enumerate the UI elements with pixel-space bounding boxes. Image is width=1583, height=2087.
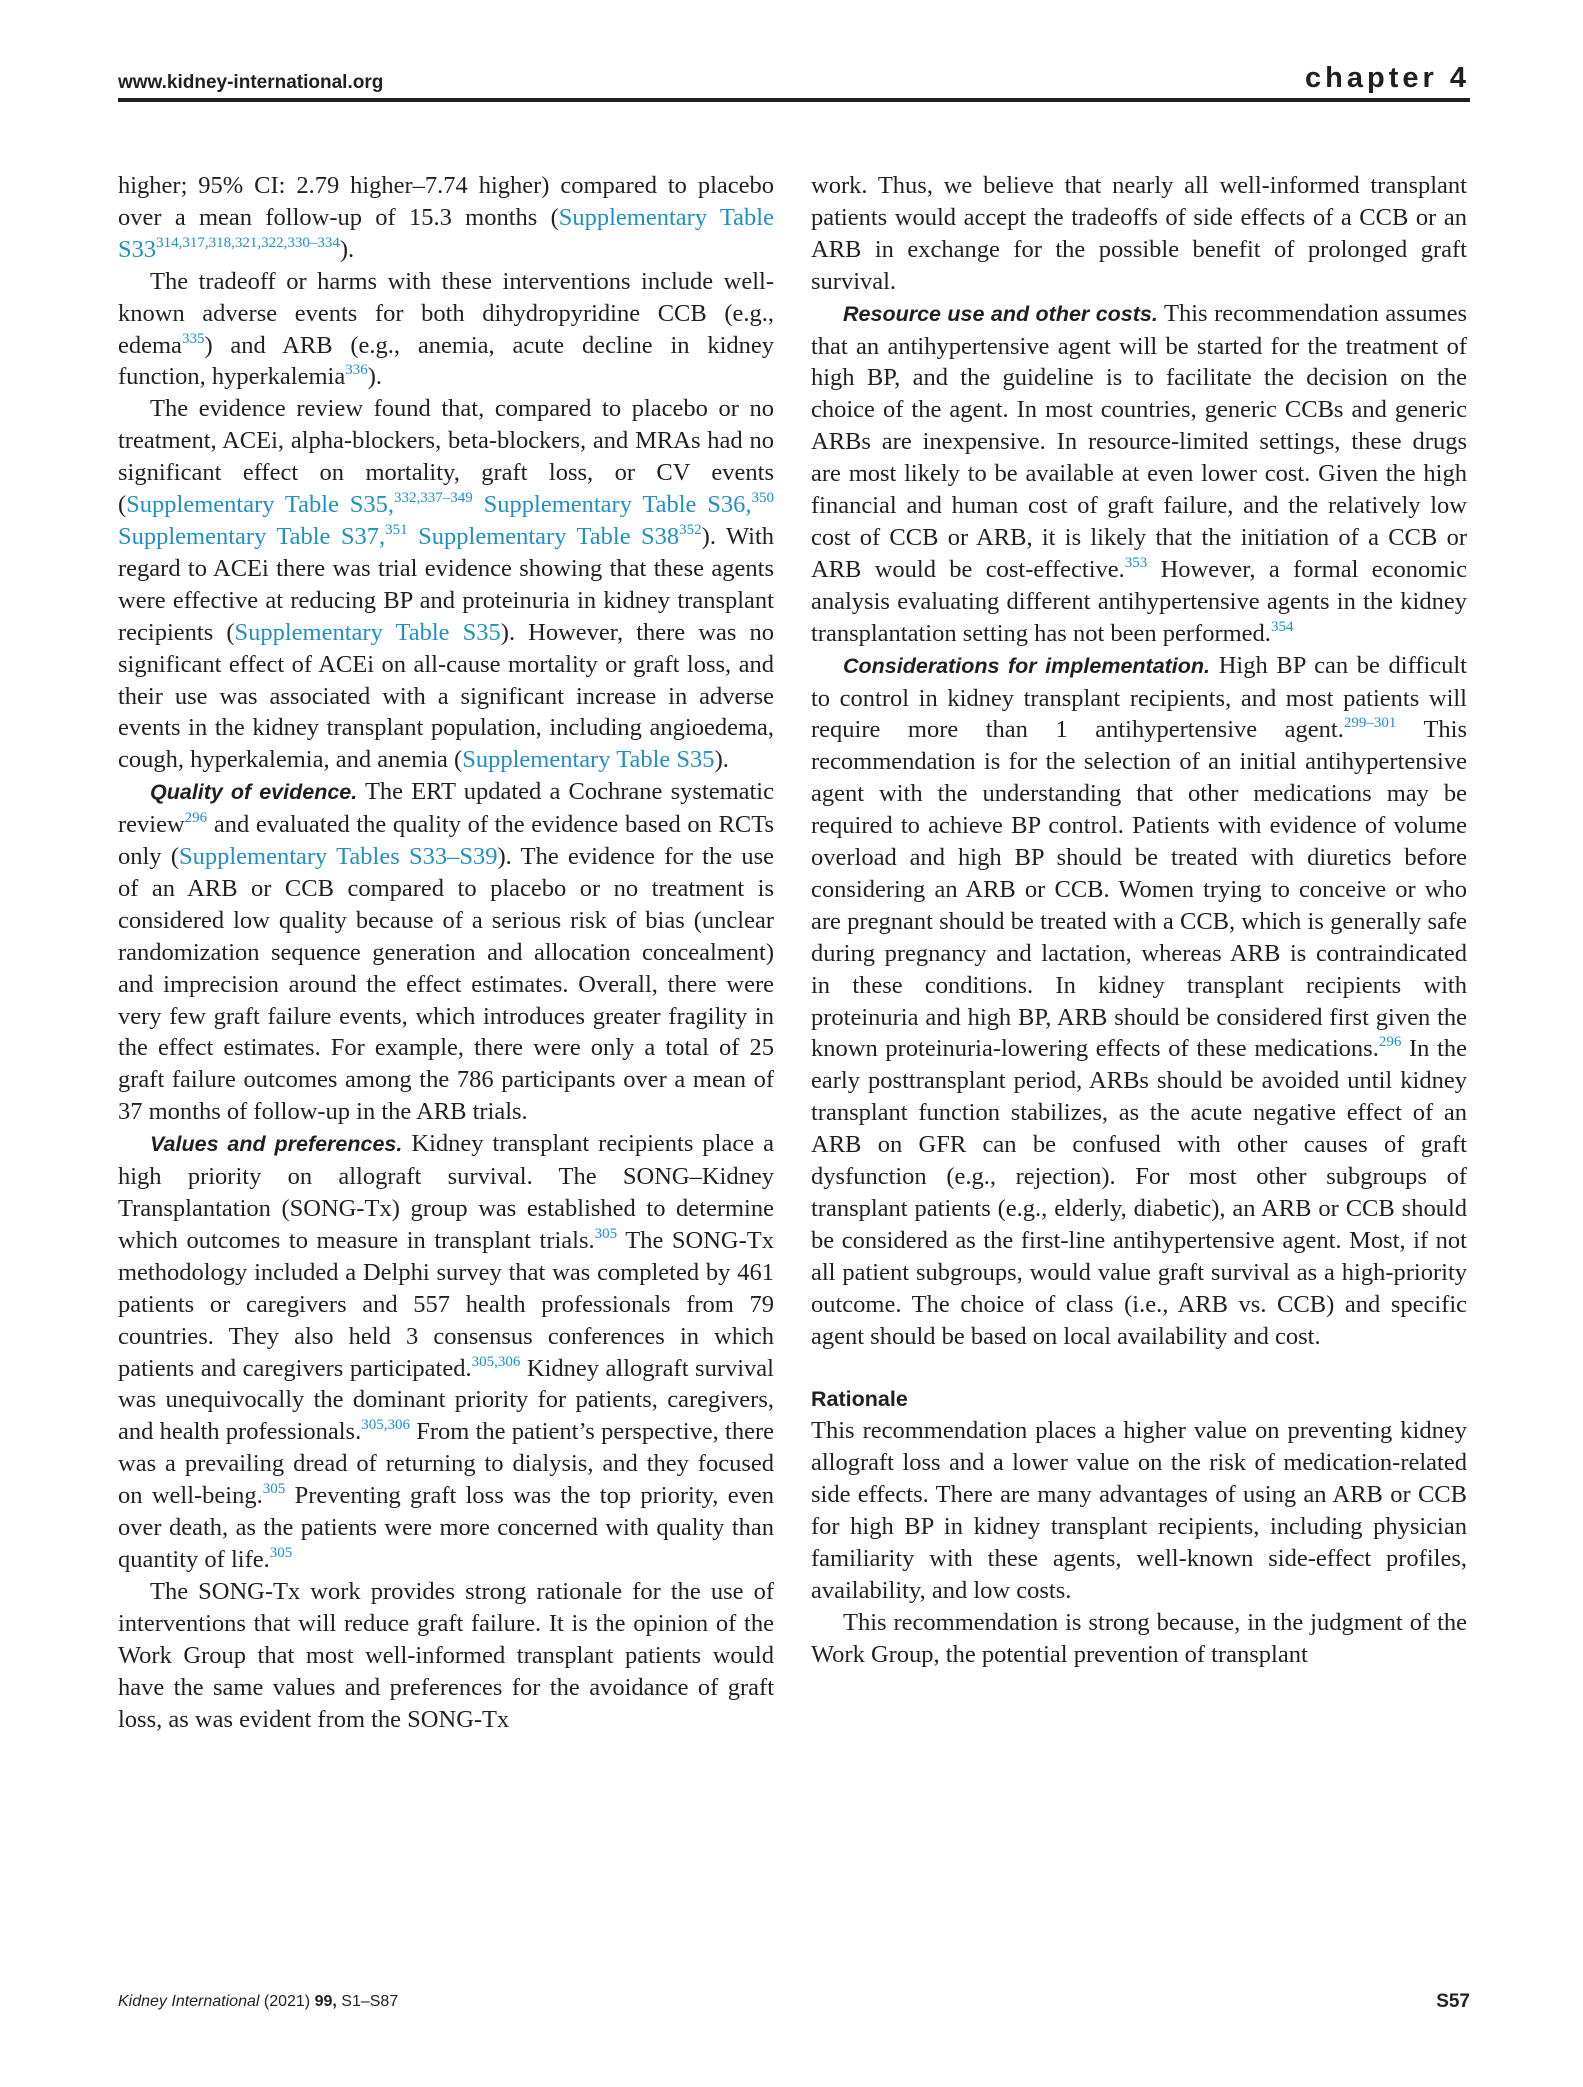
citation[interactable]: 350: [751, 490, 775, 507]
citation[interactable]: 352: [679, 521, 702, 538]
paragraph: [118, 266, 774, 394]
text: From the patient’s perspective, there was a prevailing dread of returning to dialysis, and they focused on well-being.: [118, 1418, 774, 1510]
text: The evidence review found that, compared to placebo or no treatment, ACEi, alpha-blockers, beta-blockers, and MRAs had no significant effect on mortality, graft loss, or CV events (: [118, 395, 774, 519]
text: ). With regard to ACEi there was trial evidence showing that these agents were effective at reducing BP and proteinuria in kidney transplant recipients (: [118, 522, 774, 646]
citation[interactable]: 305: [594, 1225, 618, 1242]
right-column: [811, 170, 1467, 1671]
journal-citation: [118, 1993, 398, 2011]
text: Preventing graft loss was the top priority, even over death, as the patients were more concerned with quality than quantity of life.: [118, 1482, 774, 1573]
paragraph: [118, 1128, 774, 1576]
citation[interactable]: 351: [385, 521, 408, 538]
subheading-values-and-preferences: Values and preferences.: [150, 1132, 403, 1157]
journal-website-link[interactable]: www.kidney-international.org: [118, 72, 384, 93]
text: ).: [339, 235, 355, 263]
paragraph: [811, 298, 1467, 650]
citation[interactable]: 335: [181, 330, 205, 347]
citation[interactable]: 353: [1124, 554, 1148, 571]
paragraph: [118, 170, 774, 266]
paragraph: [118, 776, 774, 1128]
header-rule: [118, 98, 1470, 102]
citation[interactable]: 305: [262, 1481, 286, 1498]
citation[interactable]: 305: [269, 1544, 293, 1561]
supplementary-table-link[interactable]: Supplementary Table S38: [418, 522, 680, 550]
text: higher; 95% CI: 2.79 higher–7.74 higher) compared to placebo over a mean follow-up of 15.3 months (: [118, 172, 774, 231]
text: ) and ARB (e.g., anemia, acute decline in kidney function, hyperkalemia: [118, 331, 774, 391]
running-header: [118, 62, 1470, 102]
citation[interactable]: 314,317,318,321,322,330–334: [156, 234, 340, 251]
text: The SONG-Tx work provides strong rationale for the use of interventions that will reduce graft failure. It is the opinion of the Work Group that most well-informed transplant patients would have the same values and preferences for the avoidance of graft loss, as was evident from the SONG-Tx: [118, 1577, 774, 1733]
text: High BP can be difficult to control in kidney transplant recipients, and most patients will require more than 1 antihypertensive agent.: [811, 651, 1467, 744]
text: The ERT updated a Cochrane systematic review: [118, 778, 774, 839]
text: ).: [367, 363, 383, 391]
citation[interactable]: 299–301: [1343, 715, 1397, 732]
text: ). The evidence for the use of an ARB or CCB compared to placebo or no treatment is considered low quality because of a serious risk of bias (unclear randomization sequence generation and allocation concealment) and imprecision around the effect estimates. Overall, there were very few graft failure events, which introduces greater fragility in the effect estimates. For example, there were only a total of 25 graft failure outcomes among the 786 participants over a mean of 37 months of follow-up in the ARB trials.: [118, 843, 774, 1126]
supplementary-table-link[interactable]: Supplementary Table S35: [234, 618, 501, 646]
journal-pages: S1–S87: [336, 1993, 399, 2010]
paragraph: [118, 1576, 774, 1736]
citation[interactable]: 354: [1270, 618, 1294, 635]
citation[interactable]: 336: [345, 362, 368, 379]
supplementary-table-link[interactable]: Supplementary Tables S33–S39: [178, 843, 498, 871]
subheading-quality-of-evidence: Quality of evidence.: [150, 780, 358, 805]
text: Kidney allograft survival was unequivocally the dominant priority for patients, caregivers, and health professionals.: [118, 1354, 774, 1446]
text: In the early posttransplant period, ARBs should be avoided until kidney transplant function stabilizes, as the acute negative effect of an ARB on GFR can be confused with other causes of graft dysfunction (e.g., rejection). For most other subgroups of transplant patients (e.g., elderly, diabetic), an ARB or CCB should be considered as the first-line antihypertensive agent. Most, if not all patient subgroups, would value graft survival as a high-priority outcome. The choice of class (i.e., ARB vs. CCB) and specific agent should be based on local availability and cost.: [811, 1035, 1468, 1350]
text: The tradeoff or harms with these interventions include well-known adverse events for both dihydropyridine CCB (e.g., edema: [118, 267, 774, 359]
text: This recommendation places a higher value on preventing kidney allograft loss and a lower value on the risk of medication-related side effects. There are many advantages of using an ARB or CCB for high BP in kidney transplant recipients, including physician familiarity with these agents, well-known side-effect profiles, availability, and low costs.: [811, 1417, 1467, 1604]
text: ). However, there was no significant effect of ACEi on all-cause mortality or graft loss, and their use was associated with a significant increase in adverse events in the kidney transplant population, including angioedema, cough, hyperkalemia, and anemia (: [118, 618, 774, 774]
text: and evaluated the quality of the evidence based on RCTs only (: [118, 811, 774, 871]
journal-name: Kidney International: [118, 1993, 260, 2010]
text: This recommendation assumes that an antihypertensive agent will be started for the treatment of high BP, and the guideline is to facilitate the decision on the choice of the agent. In most countries, generic CCBs and generic ARBs are inexpensive. In resource-limited settings, these drugs are most likely to be available at even lower cost. Given the high financial and human cost of graft failure, and the relatively low cost of CCB or ARB, it is likely that the initiation of a CCB or ARB would be cost-effective.: [811, 299, 1467, 583]
paragraph: [811, 1415, 1467, 1606]
page-number: S57: [1436, 1991, 1470, 2012]
paragraph: [811, 1607, 1467, 1671]
citation[interactable]: 305,306: [361, 1417, 410, 1434]
supplementary-table-link[interactable]: Supplementary Table S35: [462, 746, 715, 774]
chapter-label: chapter 4: [1305, 62, 1470, 94]
citation[interactable]: 296: [1378, 1034, 1402, 1051]
journal-volume: 99,: [314, 1993, 337, 2010]
citation[interactable]: 296: [184, 810, 208, 827]
section-title-rationale: Rationale: [811, 1386, 908, 1411]
text: The SONG-Tx methodology included a Delphi survey that was completed by 461 patients or caregivers and 557 health professionals from 79 countries. They also held 3 consensus conferences in which patients and caregivers participated.: [118, 1226, 774, 1382]
text: Kidney transplant recipients place a high priority on allograft survival. The SONG–Kidney Transplantation (SONG-Tx) group was established to determine which outcomes to measure in transplant trials.: [118, 1130, 774, 1254]
citation[interactable]: 332,337–349: [394, 490, 473, 507]
text: This recommendation is for the selection of an initial antihypertensive agent with the understanding that other medications may be required to achieve BP control. Patients with evidence of volume overload and high BP should be treated with diuretics before considering an ARB or CCB. Women trying to conceive or who are pregnant should be treated with a CCB, which is generally safe during pregnancy and lactation, whereas ARB is contraindicated in these conditions. In kidney transplant recipients with proteinuria and high BP, ARB should be considered first given the known proteinuria-lowering effects of these medications.: [811, 716, 1467, 1063]
supplementary-table-link[interactable]: Supplementary Table S37,: [118, 522, 386, 550]
text: This recommendation is strong because, in the judgment of the Work Group, the potential prevention of transplant: [811, 1608, 1467, 1668]
text: However, a formal economic analysis evaluating different antihypertensive agents in the kidney transplantation setting has not been performed.: [811, 555, 1467, 647]
paragraph: [811, 170, 1467, 298]
subheading-considerations: Considerations for implementation.: [843, 653, 1211, 678]
text: ).: [714, 746, 729, 774]
supplementary-table-link[interactable]: Supplementary Table S33: [118, 203, 774, 263]
supplementary-table-link[interactable]: Supplementary Table S35,: [126, 491, 395, 519]
supplementary-table-link[interactable]: Supplementary Table S36,: [483, 491, 752, 519]
subheading-resource-use: Resource use and other costs.: [843, 301, 1158, 326]
text: work. Thus, we believe that nearly all well-informed transplant patients would accept the tradeoffs of side effects of a CCB or an ARB in exchange for the possible benefit of prolonged graft survival.: [811, 172, 1467, 295]
left-column: [118, 170, 774, 1735]
citation[interactable]: 305,306: [471, 1353, 521, 1370]
journal-year: (2021): [259, 1993, 315, 2010]
paragraph: [811, 650, 1467, 1353]
paragraph: [118, 393, 774, 776]
